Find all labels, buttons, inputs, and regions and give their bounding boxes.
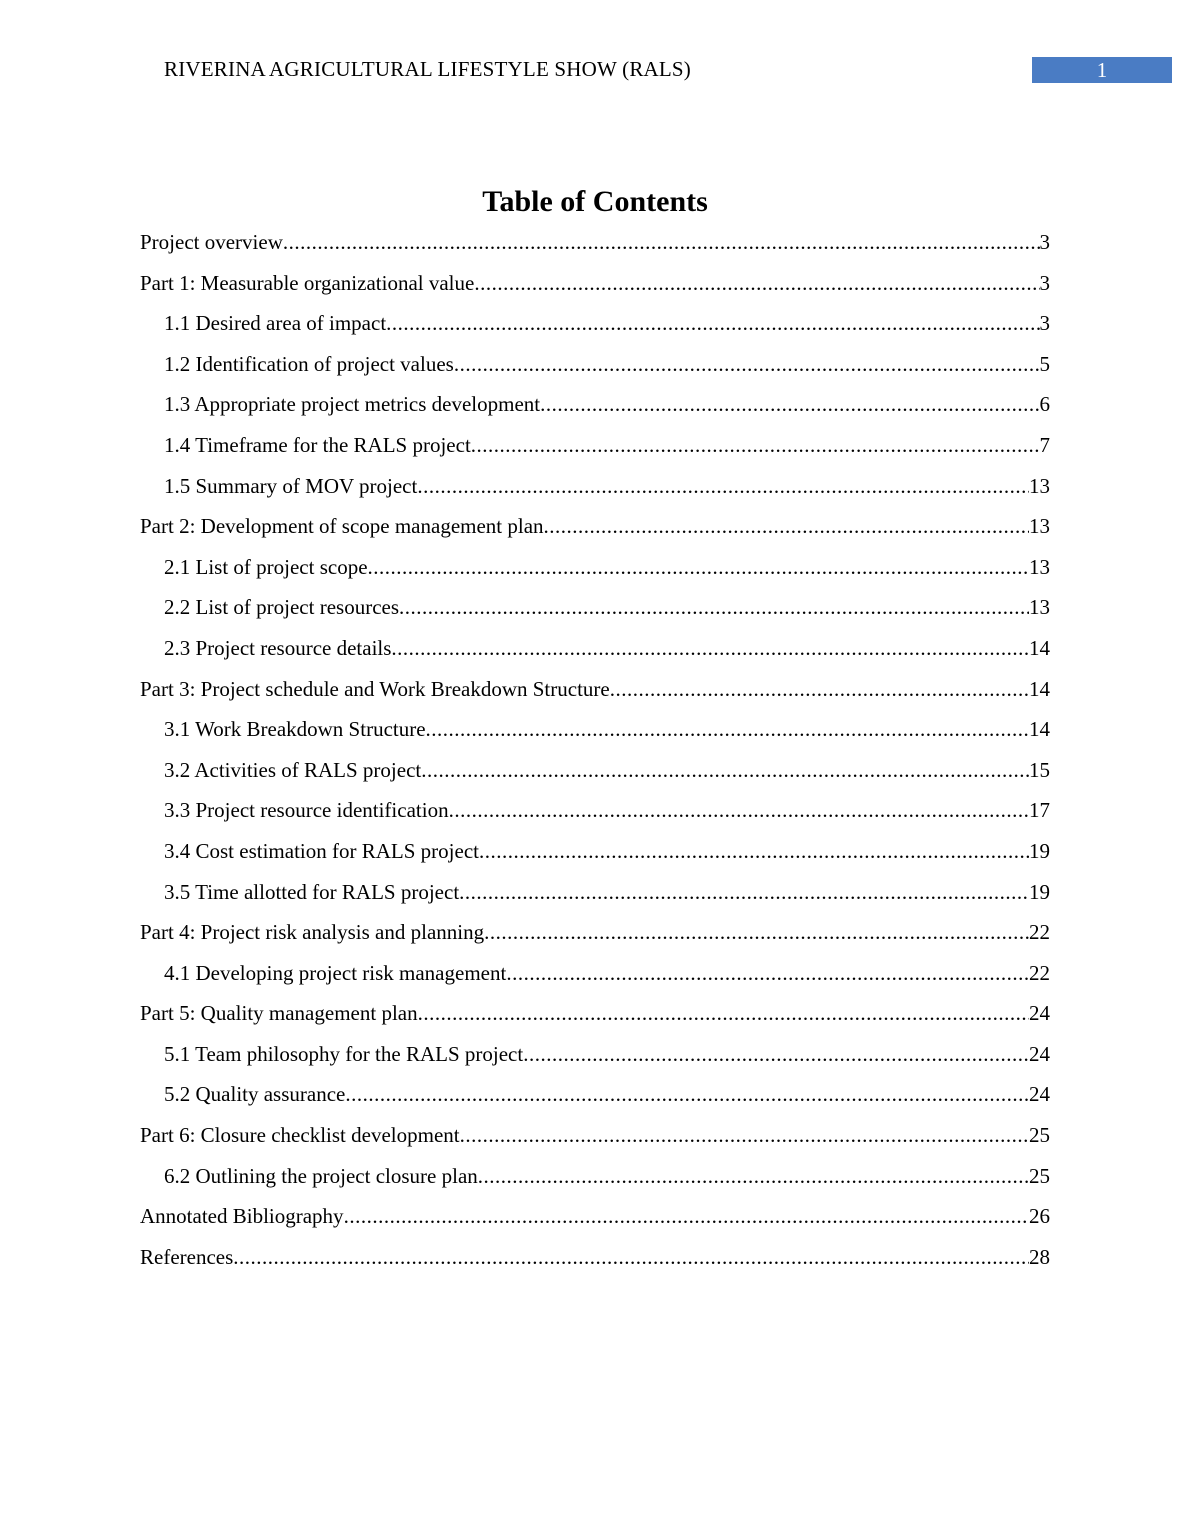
running-header-title: RIVERINA AGRICULTURAL LIFESTYLE SHOW (RALS): [164, 57, 691, 81]
toc-entry-page-number: 24: [1029, 1082, 1050, 1107]
toc-dot-leader: [399, 592, 1029, 622]
toc-entry-text: 3.5 Time allotted for RALS project: [164, 879, 460, 904]
toc-entry-text: 4.1 Developing project risk management: [164, 960, 507, 985]
toc-entry-text: 2.2 List of project resources: [164, 595, 400, 620]
toc-entry-page-number: 25: [1029, 1163, 1050, 1188]
page-number-badge: 1: [1032, 57, 1172, 83]
toc-dot-leader: [506, 958, 1029, 988]
toc-dot-leader: [344, 1201, 1029, 1231]
toc-entry[interactable]: [140, 958, 1050, 999]
toc-entry-page-number: 14: [1029, 676, 1050, 701]
toc-entry-text: 6.2 Outlining the project closure plan: [164, 1163, 478, 1188]
toc-entry-page-number: 6: [1039, 392, 1050, 417]
toc-entry-text: Part 2: Development of scope management plan: [140, 514, 544, 539]
toc-entry-page-number: 3: [1039, 311, 1050, 336]
toc-dot-leader: [471, 430, 1040, 460]
toc-entry-page-number: 26: [1029, 1204, 1050, 1229]
toc-entry-page-number: 19: [1029, 879, 1050, 904]
toc-dot-leader: [523, 1039, 1029, 1069]
toc-dot-leader: [283, 227, 1040, 257]
toc-entry-page-number: 15: [1029, 757, 1050, 782]
toc-dot-leader: [459, 877, 1029, 907]
toc-dot-leader: [474, 268, 1039, 298]
toc-entry[interactable]: [140, 308, 1050, 349]
toc-entry-page-number: 13: [1029, 473, 1050, 498]
toc-dot-leader: [345, 1079, 1029, 1109]
toc-dot-leader: [417, 471, 1029, 501]
toc-entry-text: 1.4 Timeframe for the RALS project: [164, 432, 471, 457]
toc-dot-leader: [454, 349, 1040, 379]
toc-entry-text: 1.3 Appropriate project metrics development: [164, 392, 541, 417]
toc-entry-page-number: 19: [1029, 838, 1050, 863]
toc-heading: Table of Contents: [482, 185, 708, 218]
toc-dot-leader: [391, 633, 1029, 663]
toc-entry-text: References: [140, 1244, 234, 1269]
toc-entry[interactable]: [140, 471, 1050, 512]
toc-entry[interactable]: [140, 633, 1050, 674]
toc-entry-page-number: 22: [1029, 920, 1050, 945]
toc-entry-page-number: 22: [1029, 960, 1050, 985]
toc-dot-leader: [479, 836, 1029, 866]
toc-entry-text: 3.2 Activities of RALS project: [164, 757, 422, 782]
toc-dot-leader: [540, 389, 1039, 419]
toc-entry[interactable]: [140, 1242, 1050, 1283]
toc-entry-page-number: 25: [1029, 1123, 1050, 1148]
toc-entry-text: Part 3: Project schedule and Work Breakdown Structure: [140, 676, 610, 701]
toc-entry[interactable]: [140, 998, 1050, 1039]
toc-entry[interactable]: [140, 389, 1050, 430]
toc-entry-page-number: 17: [1029, 798, 1050, 823]
toc-entry-text: 2.1 List of project scope: [164, 554, 368, 579]
toc-entry[interactable]: [140, 1079, 1050, 1120]
toc-dot-leader: [484, 917, 1029, 947]
toc-entry-text: 1.1 Desired area of impact: [164, 311, 387, 336]
toc-dot-leader: [368, 552, 1029, 582]
toc-entry-text: 5.2 Quality assurance: [164, 1082, 346, 1107]
toc-dot-leader: [449, 795, 1029, 825]
toc-entry-text: Part 4: Project risk analysis and planning: [140, 920, 485, 945]
toc-entry-page-number: 3: [1039, 230, 1050, 254]
toc-entry-text: 5.1 Team philosophy for the RALS project: [164, 1041, 524, 1066]
toc-entry-page-number: 14: [1029, 717, 1050, 742]
toc-list: [140, 227, 1050, 1282]
toc-dot-leader: [418, 998, 1029, 1028]
toc-entry[interactable]: [140, 592, 1050, 633]
toc-entry[interactable]: [140, 268, 1050, 309]
toc-entry[interactable]: [140, 227, 1050, 268]
toc-entry-page-number: 13: [1029, 554, 1050, 579]
toc-entry[interactable]: [140, 552, 1050, 593]
toc-entry[interactable]: [140, 430, 1050, 471]
toc-entry[interactable]: [140, 511, 1050, 552]
toc-entry[interactable]: [140, 1120, 1050, 1161]
toc-dot-leader: [233, 1242, 1029, 1272]
toc-dot-leader: [386, 308, 1039, 338]
toc-entry-page-number: 14: [1029, 635, 1050, 660]
toc-entry-page-number: 3: [1039, 270, 1050, 295]
toc-entry-page-number: 7: [1039, 432, 1050, 457]
toc-entry-text: Annotated Bibliography: [140, 1204, 344, 1229]
toc-entry-text: 1.5 Summary of MOV project: [164, 473, 418, 498]
toc-dot-leader: [421, 755, 1029, 785]
toc-entry[interactable]: [140, 1161, 1050, 1202]
toc-entry-page-number: 24: [1029, 1041, 1050, 1066]
toc-entry-page-number: 24: [1029, 1001, 1050, 1026]
toc-entry[interactable]: [140, 1201, 1050, 1242]
toc-entry[interactable]: [140, 877, 1050, 918]
toc-entry-text: Part 5: Quality management plan: [140, 1001, 418, 1026]
toc-entry-page-number: 28: [1029, 1244, 1050, 1269]
toc-entry-text: Part 1: Measurable organizational value: [140, 270, 475, 295]
toc-dot-leader: [460, 1120, 1029, 1150]
toc-entry-text: 3.1 Work Breakdown Structure: [164, 717, 426, 742]
toc-dot-leader: [544, 511, 1029, 541]
toc-entry[interactable]: [140, 917, 1050, 958]
toc-entry-page-number: 13: [1029, 514, 1050, 539]
toc-entry-text: 2.3 Project resource details: [164, 635, 392, 660]
toc-entry[interactable]: [140, 714, 1050, 755]
toc-entry[interactable]: [140, 836, 1050, 877]
toc-dot-leader: [610, 674, 1029, 704]
toc-entry[interactable]: [140, 1039, 1050, 1080]
toc-entry[interactable]: [140, 674, 1050, 715]
toc-entry-page-number: 5: [1039, 351, 1050, 376]
toc-entry-text: Project overview: [140, 230, 283, 254]
toc-entry[interactable]: [140, 795, 1050, 836]
toc-dot-leader: [426, 714, 1029, 744]
toc-dot-leader: [478, 1161, 1029, 1191]
toc-entry-text: 1.2 Identification of project values: [164, 351, 454, 376]
toc-entry-text: 3.3 Project resource identification: [164, 798, 449, 823]
toc-entry[interactable]: [140, 349, 1050, 390]
toc-entry[interactable]: [140, 755, 1050, 796]
toc-entry-page-number: 13: [1029, 595, 1050, 620]
toc-entry-text: 3.4 Cost estimation for RALS project: [164, 838, 479, 863]
toc-entry-text: Part 6: Closure checklist development: [140, 1123, 460, 1148]
